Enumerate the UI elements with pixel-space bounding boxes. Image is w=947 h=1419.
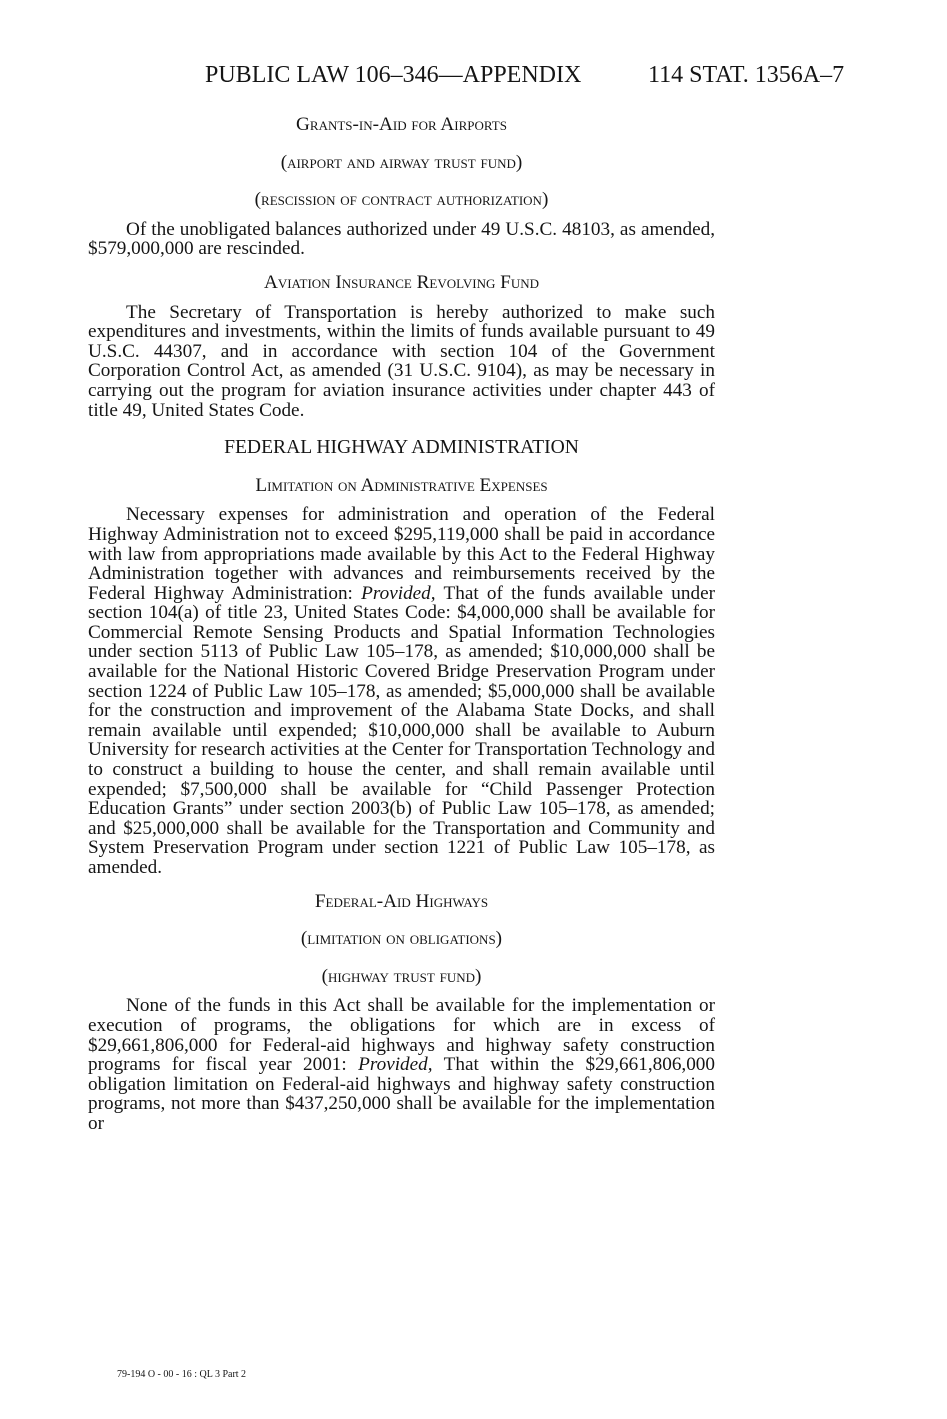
fhwa-heading: FEDERAL HIGHWAY ADMINISTRATION bbox=[224, 437, 579, 459]
fhwa-subheading: Limitation on Administrative Expenses bbox=[255, 474, 548, 496]
fhwa-text-after: That of the funds available under section 104(a) of title 23, United States Code: $4,000,000 shall be available for Commercial Remote Sensing Products and Spatial Information Technologies under section 5113 of Public Law 105–178, as amended; $10,000,000 shall be available for the National Historic Covered Bridge Preservation Program under section 1224 of Public Law 105–178, as amended; $5,000,000 shall be available for the construction and improvement of the Alabama State Docks, and shall remain available until expended; $10,000,000 shall be available to Auburn University for research activities at the Center for Transportation Technology and to construct a building to house the center, and shall remain available until expended; $7,500,000 shall be available for “Child Passenger Protection Education Grants” under section 2003(b) of Public Law 105–178, as amended; and $25,000,000 shall be available for the Transportation and Community and System Preservation Program under section 1221 of Public Law 105–178, as amended. bbox=[88, 582, 715, 878]
federal-aid-subheading-limitation: (limitation on obligations) bbox=[300, 928, 503, 950]
federal-aid-text-before: None of the funds in this Act shall be available for the implementation or execution of programs, the obligations for which are in excess of $29,661,806,000 for Federal-aid highways and highway safety construction programs for fiscal year 2001: bbox=[88, 995, 715, 1076]
page-header bbox=[0, 62, 947, 96]
stat-citation: 114 STAT. 1356A–7 bbox=[648, 62, 845, 88]
law-title: PUBLIC LAW 106–346—APPENDIX bbox=[205, 62, 582, 88]
fhwa-text-before: Necessary expenses for administration and operation of the Federal Highway Administration not to exceed $295,119,000 shall be paid in accordance with law from appropriations made available by this Act to the Federal Highway Administration together with advances and reimbursements received by the Federal Highway Administration: bbox=[88, 504, 715, 604]
federal-aid-provided: Provided, bbox=[358, 1054, 433, 1076]
aviation-paragraph: The Secretary of Transportation is hereby authorized to make such expenditures and investments, within the limits of funds available pursuant to 49 U.S.C. 44307, and in accordance with section 104 of the Government Corporation Control Act, as amended (31 U.S.C. 9104), as may be necessary in carrying out the program for aviation insurance activities under chapter 443 of title 49, United States Code. bbox=[88, 301, 715, 421]
federal-aid-heading: Federal-Aid Highways bbox=[314, 890, 489, 912]
aviation-heading: Aviation Insurance Revolving Fund bbox=[263, 271, 539, 293]
grants-paragraph: Of the unobligated balances authorized under 49 U.S.C. 48103, as amended, $579,000,000 are rescinded. bbox=[88, 218, 715, 260]
federal-aid-paragraph bbox=[88, 996, 715, 1133]
page-body bbox=[88, 115, 715, 1134]
federal-aid-text-after: That within the $29,661,806,000 obligation limitation on Federal-aid highways and highway safety construction programs, not more than $437,250,000 shall be available for the implementation or bbox=[88, 1054, 715, 1134]
print-footer: 79-194 O - 00 - 16 : QL 3 Part 2 bbox=[117, 1369, 247, 1380]
fhwa-provided: Provided, bbox=[361, 582, 436, 604]
federal-aid-subheading-trust-fund: (highway trust fund) bbox=[321, 965, 482, 987]
grants-heading: Grants-in-Aid for Airports bbox=[296, 114, 507, 135]
grants-subheading-fund: (airport and airway trust fund) bbox=[280, 151, 523, 173]
grants-subheading-rescission: (rescission of contract authorization) bbox=[254, 189, 549, 211]
fhwa-paragraph bbox=[88, 505, 715, 877]
